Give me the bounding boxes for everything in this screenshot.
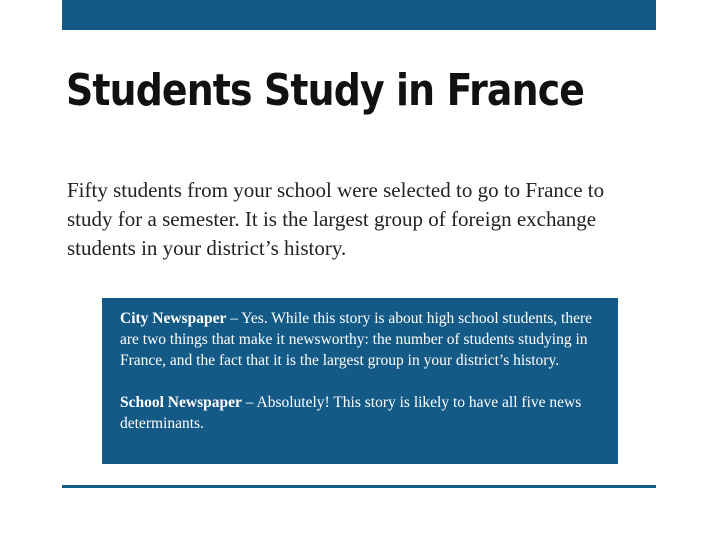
top-accent-bar [62, 0, 656, 30]
answer-separator: – [226, 310, 242, 327]
bottom-divider-line [62, 485, 656, 488]
answer-text: Yes. While this story is about high school students, there are two things that make it newsworthy: the number of students studying in France, and the fact that it is the largest group in your district’s history. [120, 310, 593, 369]
answer-text: Absolutely! This story is likely to have all five news determinants. [120, 394, 582, 432]
answer-label: City Newspaper [120, 310, 227, 327]
slide-body-text: Fifty students from your school were selected to go to France to study for a semester. It is the largest group of foreign exchange students in your district’s history. [67, 178, 605, 260]
answer-separator: – [241, 394, 257, 411]
answer-school-newspaper [120, 392, 600, 434]
answer-city-newspaper [120, 308, 600, 371]
slide-title: Students Study in France [66, 65, 585, 116]
answer-label: School Newspaper [120, 394, 242, 411]
answer-box [102, 298, 618, 464]
